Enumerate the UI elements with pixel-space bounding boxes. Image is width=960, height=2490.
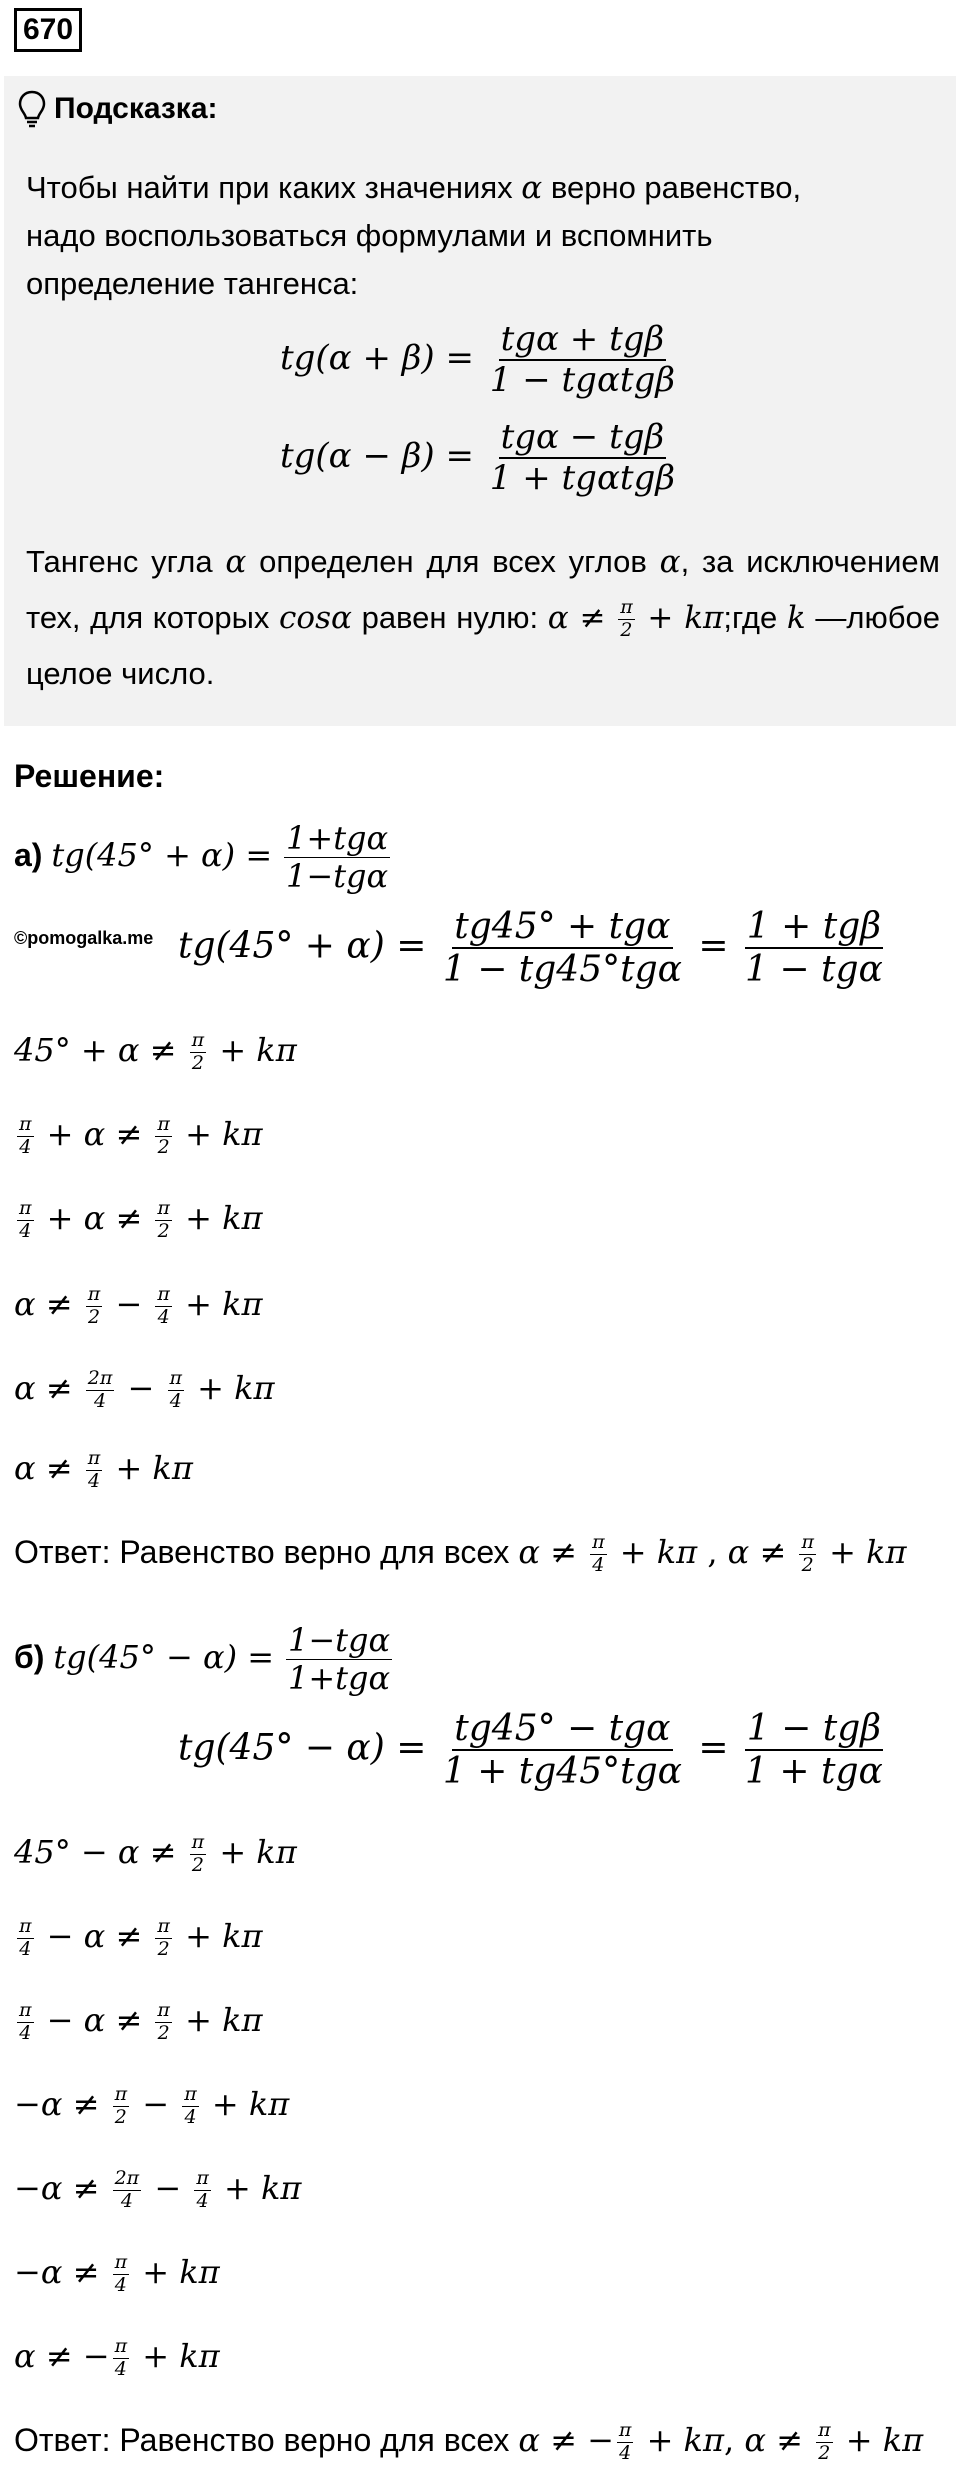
- watermark: ©pomogalka.me: [14, 928, 154, 948]
- part-a-step-4: α ≠ $\frac{\pi}{2}$ − $\frac{\pi}{4}$ + kπ: [14, 1283, 263, 1328]
- hint-box: [4, 76, 956, 726]
- hint-text-line3: определение тангенса:: [26, 266, 359, 301]
- hint-title-text: Подсказка:: [54, 92, 218, 125]
- part-a-main-formula: tg(45° + α) = $\frac{\text{tg45° + tgα}}{\text{1 − tg45°tgα}}$ = $\frac{\text{1 + tgβ}}{\text{1 − tgα}}$: [178, 906, 883, 991]
- part-b-step-7: α ≠ − $\frac{\pi}{4}$ + kπ: [14, 2335, 220, 2380]
- problem-number: 670: [14, 8, 82, 52]
- hint-text-line2: надо воспользоваться формулами и вспомнить: [26, 218, 713, 253]
- part-a-step-6: α ≠ $\frac{\pi}{4}$ + kπ: [14, 1447, 193, 1492]
- part-b-step-3: $\frac{\pi}{4}$ − α ≠ $\frac{\pi}{2}$ + kπ: [19, 1999, 263, 2044]
- part-a-step-2: $\frac{\pi}{4}$ + α ≠ $\frac{\pi}{2}$ + kπ: [19, 1113, 263, 1158]
- hint-note: Тангенс угла α определен для всех углов α, за исключением тех, для которых cosα равен нулю: α ≠ $\frac{\pi}{2}$ + kπ;где k —любое целое число.: [26, 544, 940, 691]
- part-b-step-4: −α ≠ $\frac{\pi}{2}$ − $\frac{\pi}{4}$ + kπ: [14, 2083, 290, 2128]
- hint-text: [26, 164, 936, 308]
- part-a-step-1: 45° + α ≠ $\frac{\pi}{2}$ + kπ: [14, 1029, 297, 1074]
- part-a-step-3: $\frac{\pi}{4}$ + α ≠ $\frac{\pi}{2}$ + kπ: [19, 1197, 263, 1242]
- part-b-step-5: −α ≠ $\frac{2\pi}{4}$ − $\frac{\pi}{4}$ + kπ: [14, 2167, 302, 2212]
- hint-var-alpha: α: [521, 170, 543, 206]
- hint-title: [18, 90, 218, 128]
- part-a-task: а) tg(45° + α) = $\frac{\text{1+tgα}}{\text{1−tgα}}$: [14, 819, 389, 895]
- part-b-step-1: 45° − α ≠ $\frac{\pi}{2}$ + kπ: [14, 1831, 297, 1876]
- hint-text-line1: Чтобы найти при каких значениях: [26, 170, 513, 205]
- hint-text-line1-end: верно равенство,: [550, 170, 802, 205]
- lightbulb-icon: [18, 90, 46, 128]
- part-b-main-formula: tg(45° − α) = $\frac{\text{tg45° − tgα}}{\text{1 + tg45°tgα}}$ = $\frac{\text{1 − tgβ}}{\text{1 + tgα}}$: [178, 1708, 883, 1793]
- part-a-step-5: α ≠ $\frac{2\pi}{4}$ − $\frac{\pi}{4}$ + kπ: [14, 1367, 275, 1412]
- part-a-answer: Ответ: Равенство верно для всех α ≠ $\frac{\pi}{4}$ + kπ , α ≠ $\frac{\pi}{2}$ + kπ: [14, 1531, 907, 1576]
- solution-title: Решение:: [14, 758, 165, 794]
- formula-tan-diff: tg(α − β) = $\frac{\text{tgα − tgβ}}{\text{1 + tgαtgβ}}$: [279, 417, 675, 499]
- formula-tan-sum: tg(α + β) = $\frac{\text{tgα + tgβ}}{\text{1 − tgαtgβ}}$: [279, 319, 675, 401]
- part-b-answer: Ответ: Равенство верно для всех α ≠ − $\frac{\pi}{4}$ + kπ, α ≠ $\frac{\pi}{2}$ + kπ: [14, 2419, 924, 2464]
- part-b-step-2: $\frac{\pi}{4}$ − α ≠ $\frac{\pi}{2}$ + kπ: [19, 1915, 263, 1960]
- part-b-task: б) tg(45° − α) = $\frac{\text{1−tgα}}{\text{1+tgα}}$: [14, 1621, 391, 1697]
- part-b-step-6: −α ≠ $\frac{\pi}{4}$ + kπ: [14, 2251, 220, 2296]
